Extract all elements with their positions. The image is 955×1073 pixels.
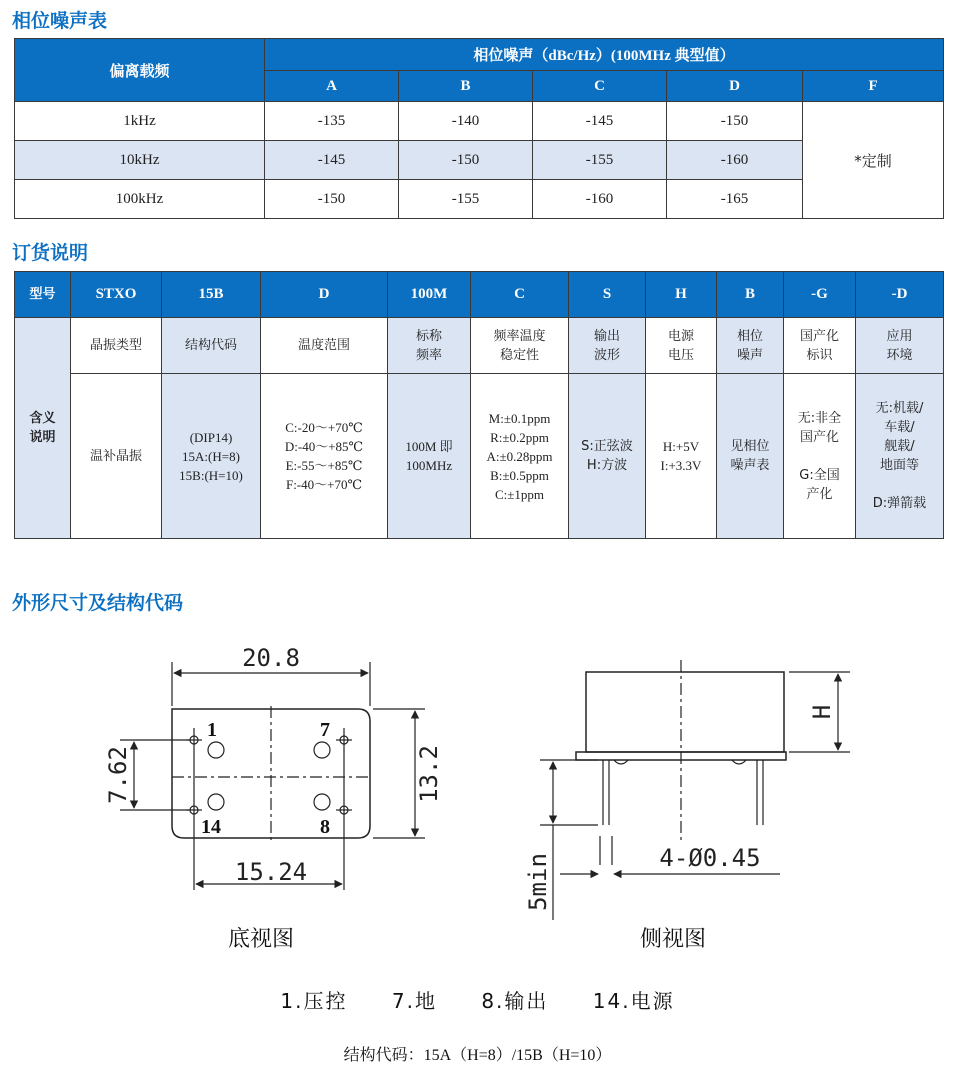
- code-header: 15B: [162, 272, 261, 318]
- pin-label: 8: [320, 816, 330, 838]
- pin-label: 7: [320, 719, 330, 741]
- field-name: 温度范围: [261, 318, 388, 374]
- pin-legend-item: 14.电源: [592, 989, 675, 1013]
- value-cell: -150: [667, 102, 803, 141]
- offset-cell: 1kHz: [15, 102, 265, 141]
- detail-cell: C:-20～+70℃ D:-40～+85℃ E:-55～+85℃ F:-40～+70℃: [261, 374, 388, 539]
- dim-pin-diameter: 4-Ø0.45: [659, 844, 761, 872]
- detail-cell: 无:机载/ 车载/ 舰载/ 地面等 D:弹箭载: [856, 374, 944, 539]
- value-cell: -140: [399, 102, 533, 141]
- code-header: H: [646, 272, 717, 318]
- value-cell: -145: [533, 102, 667, 141]
- field-name: 频率温度 稳定性: [471, 318, 569, 374]
- value-cell: -155: [533, 141, 667, 180]
- section-title-dimensions: 外形尺寸及结构代码: [12, 592, 184, 614]
- col-header: D: [667, 71, 803, 102]
- bottom-view: [120, 662, 425, 890]
- code-header: -G: [784, 272, 856, 318]
- field-name: 电源 电压: [646, 318, 717, 374]
- code-header: 100M: [388, 272, 471, 318]
- code-header: S: [569, 272, 646, 318]
- dim-side-height: H: [808, 704, 836, 720]
- offset-cell: 10kHz: [15, 141, 265, 180]
- offset-cell: 100kHz: [15, 180, 265, 219]
- detail-cell: S:正弦波 H:方波: [569, 374, 646, 539]
- detail-cell: H:+5V I:+3.3V: [646, 374, 717, 539]
- code-header: D: [261, 272, 388, 318]
- value-cell: -150: [399, 141, 533, 180]
- dim-height: 13.2: [415, 745, 443, 803]
- pin-legend-item: 1.压控: [280, 989, 348, 1013]
- phase-noise-table: [14, 38, 944, 219]
- model-header: 型号: [15, 272, 71, 318]
- value-cell: -135: [265, 102, 399, 141]
- offset-header: 偏离载频: [15, 39, 265, 102]
- field-name: 相位 噪声: [717, 318, 784, 374]
- dimension-drawing: [0, 640, 955, 925]
- field-name: 输出 波形: [569, 318, 646, 374]
- col-header: F: [803, 71, 944, 102]
- section-title-phase-noise: 相位噪声表: [12, 10, 108, 32]
- detail-cell: (DIP14) 15A:(H=8) 15B:(H=10): [162, 374, 261, 539]
- value-cell: -165: [667, 180, 803, 219]
- field-name: 应用 环境: [856, 318, 944, 374]
- dim-width: 20.8: [242, 644, 300, 672]
- dim-pin-col: 15.24: [234, 858, 308, 886]
- pin-label: 1: [207, 719, 217, 741]
- detail-cell: 温补晶振: [71, 374, 162, 539]
- detail-cell: 见相位 噪声表: [717, 374, 784, 539]
- value-cell: -160: [667, 141, 803, 180]
- dim-pin-length: 5min: [524, 853, 552, 911]
- phase-group-header: 相位噪声（dBc/Hz）(100MHz 典型值）: [265, 39, 944, 71]
- col-header: B: [399, 71, 533, 102]
- code-header: C: [471, 272, 569, 318]
- value-cell: -160: [533, 180, 667, 219]
- value-cell: -155: [399, 180, 533, 219]
- col-header: C: [533, 71, 667, 102]
- code-header: B: [717, 272, 784, 318]
- detail-cell: 100M 即 100MHz: [388, 374, 471, 539]
- code-header: STXO: [71, 272, 162, 318]
- side-view-caption: 侧视图: [640, 927, 707, 952]
- custom-cell: *定制: [803, 102, 944, 219]
- value-cell: -145: [265, 141, 399, 180]
- ordering-table: [14, 271, 944, 539]
- bottom-view-caption: 底视图: [228, 927, 295, 952]
- field-name: 标称 频率: [388, 318, 471, 374]
- structure-code: 结构代码：15A（H=8）/15B（H=10）: [343, 1047, 612, 1064]
- table-row: [15, 102, 944, 141]
- section-title-ordering: 订货说明: [12, 242, 89, 264]
- col-header: A: [265, 71, 399, 102]
- pin-legend: [0, 985, 955, 1014]
- pin-legend-item: 7.地: [391, 989, 437, 1013]
- field-name: 晶振类型: [71, 318, 162, 374]
- meaning-label: 含义 说明: [15, 318, 71, 539]
- code-header: -D: [856, 272, 944, 318]
- pin-label: 14: [201, 816, 221, 838]
- field-name: 结构代码: [162, 318, 261, 374]
- side-view: [540, 660, 850, 920]
- pin-legend-item: 8.输出: [481, 989, 549, 1013]
- detail-cell: 无:非全 国产化 G:全国 产化: [784, 374, 856, 539]
- field-name: 国产化 标识: [784, 318, 856, 374]
- detail-cell: M:±0.1ppm R:±0.2ppm A:±0.28ppm B:±0.5ppm C:±1ppm: [471, 374, 569, 539]
- value-cell: -150: [265, 180, 399, 219]
- dim-pin-row: 7.62: [104, 746, 132, 804]
